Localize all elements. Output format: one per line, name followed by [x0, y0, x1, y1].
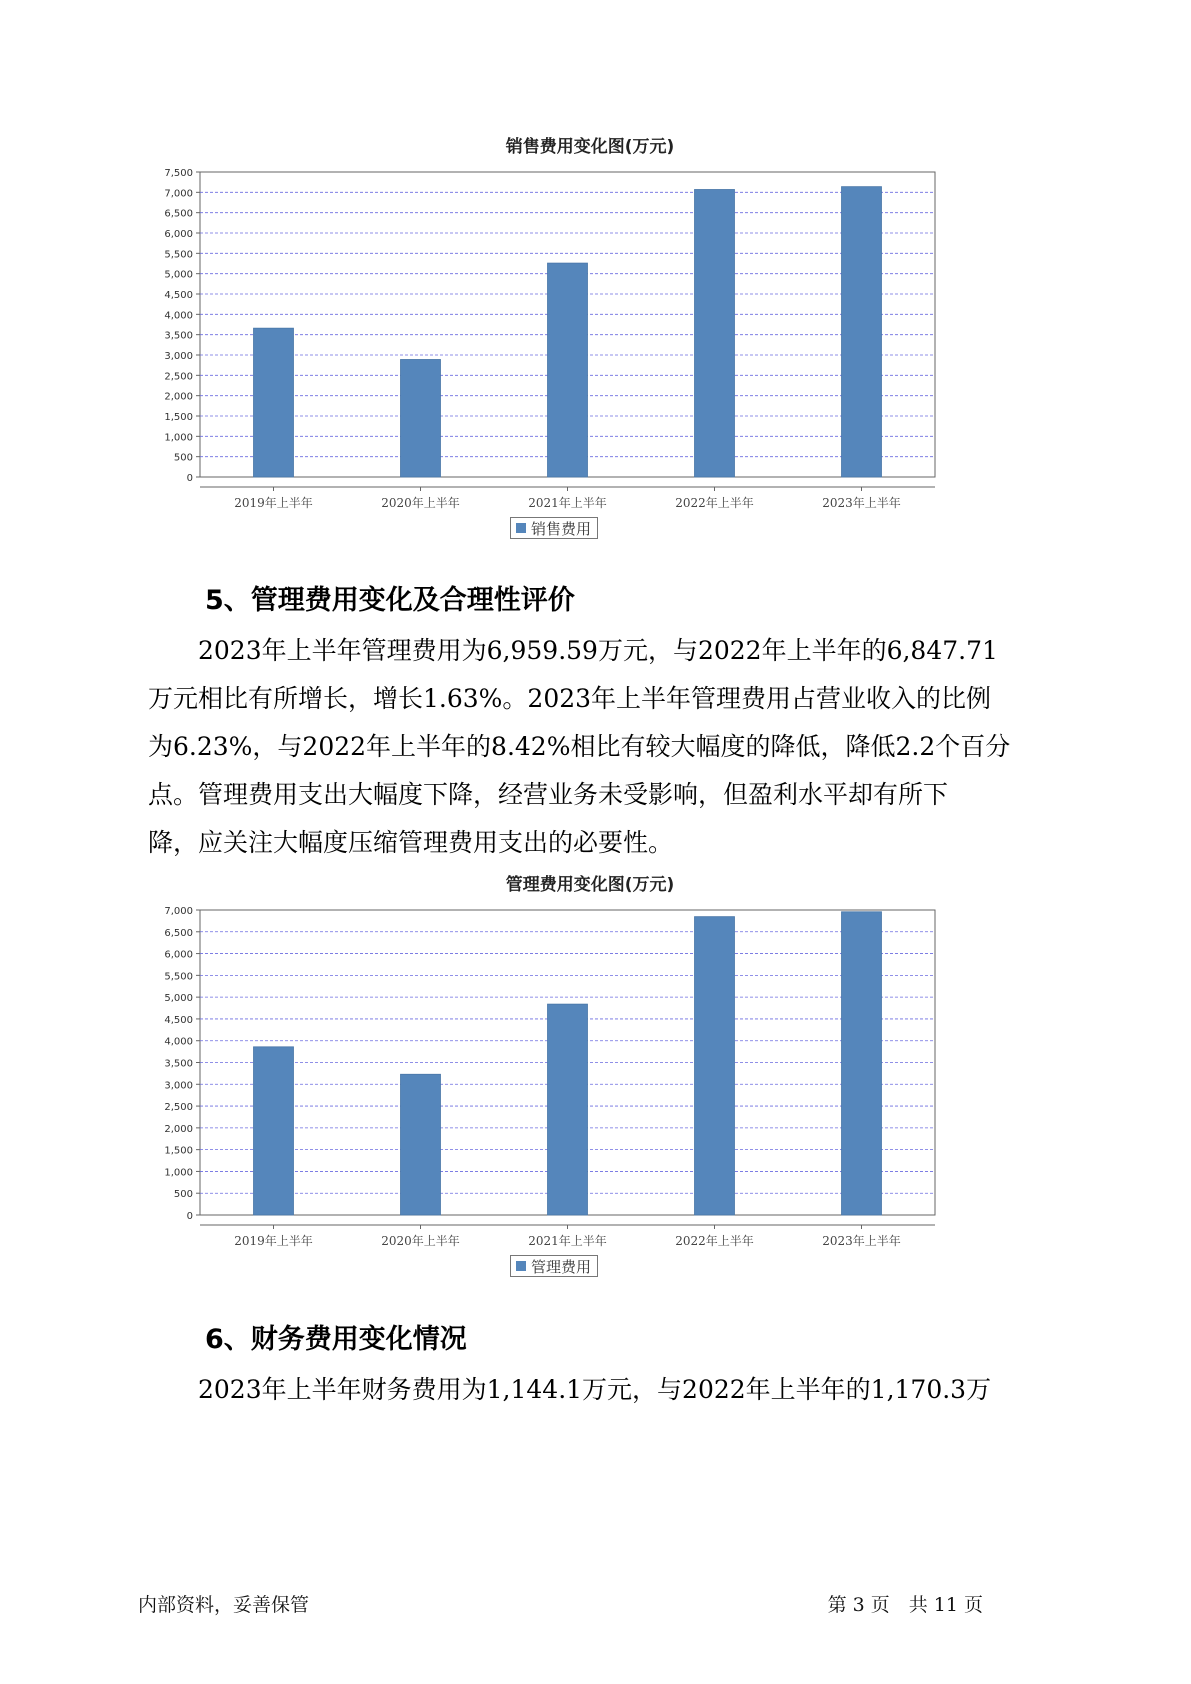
legend-label: 管理费用 — [531, 1257, 592, 1276]
chart-plot — [150, 898, 1030, 1278]
y-tick-label: 4,500 — [164, 290, 193, 301]
y-tick-label: 1,500 — [164, 412, 193, 423]
y-tick-label: 6,500 — [164, 927, 193, 939]
legend-swatch — [516, 1261, 526, 1271]
x-tick-label: 2019年上半年 — [234, 496, 313, 510]
paragraph-line: 为6.23%，与2022年上半年的8.42%相比有较大幅度的降低，降低2.2个百分 — [148, 732, 1011, 761]
x-tick-label: 2019年上半年 — [234, 1234, 313, 1248]
chart-title: 管理费用变化图(万元) — [505, 875, 675, 895]
y-tick-label: 500 — [173, 452, 193, 464]
legend-label: 销售费用 — [531, 519, 592, 538]
y-tick-label: 0 — [186, 473, 193, 484]
y-tick-label: 1,000 — [164, 432, 193, 444]
paragraph-line: 点。管理费用支出大幅度下降，经营业务未受影响，但盈利水平却有所下 — [148, 780, 949, 809]
y-tick-label: 7,500 — [164, 168, 193, 179]
x-tick-label: 2021年上半年 — [528, 1234, 607, 1248]
y-tick-label: 4,500 — [164, 1014, 193, 1026]
paragraph-line: 2023年上半年财务费用为1,144.1万元，与2022年上半年的1,170.3万 — [198, 1375, 992, 1404]
bar — [842, 187, 882, 477]
y-tick-label: 3,500 — [164, 1058, 193, 1070]
y-tick-label: 2,500 — [164, 371, 193, 383]
y-tick-label: 2,500 — [164, 1102, 193, 1114]
section6-paragraph — [148, 1366, 1048, 1414]
x-tick-label: 2023年上半年 — [822, 1234, 901, 1248]
y-tick-label: 1,000 — [164, 1167, 193, 1179]
y-tick-label: 7,000 — [164, 188, 193, 200]
x-tick-label: 2022年上半年 — [675, 1234, 754, 1248]
y-tick-label: 5,000 — [164, 269, 193, 281]
y-tick-label: 3,000 — [164, 1080, 193, 1092]
page-number: 第 3 页 共 11 页 — [827, 1594, 983, 1616]
bar — [548, 1004, 588, 1215]
paragraph-line: 2023年上半年管理费用为6,959.59万元，与2022年上半年的6,847.71 — [198, 636, 998, 665]
y-tick-label: 6,500 — [164, 208, 193, 220]
y-tick-label: 500 — [173, 1189, 193, 1201]
x-tick-label: 2022年上半年 — [675, 496, 754, 510]
y-tick-label: 5,500 — [164, 249, 193, 261]
paragraph-line: 万元相比有所增长，增长1.63%。2023年上半年管理费用占营业收入的比例 — [148, 684, 992, 713]
y-tick-label: 4,000 — [164, 310, 193, 322]
y-tick-label: 1,500 — [164, 1145, 193, 1157]
admin-expense-chart — [150, 868, 1030, 1288]
bar — [254, 328, 294, 477]
bar — [695, 917, 735, 1215]
chart-legend — [510, 517, 598, 539]
x-tick-label: 2020年上半年 — [381, 496, 460, 510]
bar — [254, 1047, 294, 1215]
bar — [401, 1074, 441, 1215]
y-tick-label: 2,000 — [164, 1123, 193, 1135]
chart-legend — [510, 1255, 598, 1277]
x-tick-label: 2023年上半年 — [822, 496, 901, 510]
sales-expense-chart — [150, 130, 1030, 550]
section-heading: 6、财务费用变化情况 — [205, 1324, 467, 1355]
section5-paragraph — [148, 627, 1048, 867]
section-heading: 5、管理费用变化及合理性评价 — [205, 585, 575, 616]
y-tick-label: 4,000 — [164, 1036, 193, 1048]
x-tick-label: 2020年上半年 — [381, 1234, 460, 1248]
bar — [842, 912, 882, 1215]
x-tick-label: 2021年上半年 — [528, 496, 607, 510]
legend-swatch — [516, 523, 526, 533]
y-tick-label: 5,000 — [164, 993, 193, 1005]
y-tick-label: 6,000 — [164, 229, 193, 240]
y-tick-label: 3,500 — [164, 330, 193, 342]
y-tick-label: 0 — [186, 1211, 193, 1222]
y-tick-label: 6,000 — [164, 949, 193, 961]
y-tick-label: 5,500 — [164, 971, 193, 983]
bar — [695, 189, 735, 477]
bar — [548, 263, 588, 477]
bar — [401, 359, 441, 477]
y-tick-label: 7,000 — [164, 906, 193, 917]
y-tick-label: 3,000 — [164, 351, 193, 362]
paragraph-line: 降，应关注大幅度压缩管理费用支出的必要性。 — [148, 828, 674, 857]
footer-left: 内部资料，妥善保管 — [138, 1594, 310, 1616]
chart-title: 销售费用变化图(万元) — [505, 137, 675, 157]
y-tick-label: 2,000 — [164, 391, 193, 403]
chart-plot — [150, 160, 1030, 540]
